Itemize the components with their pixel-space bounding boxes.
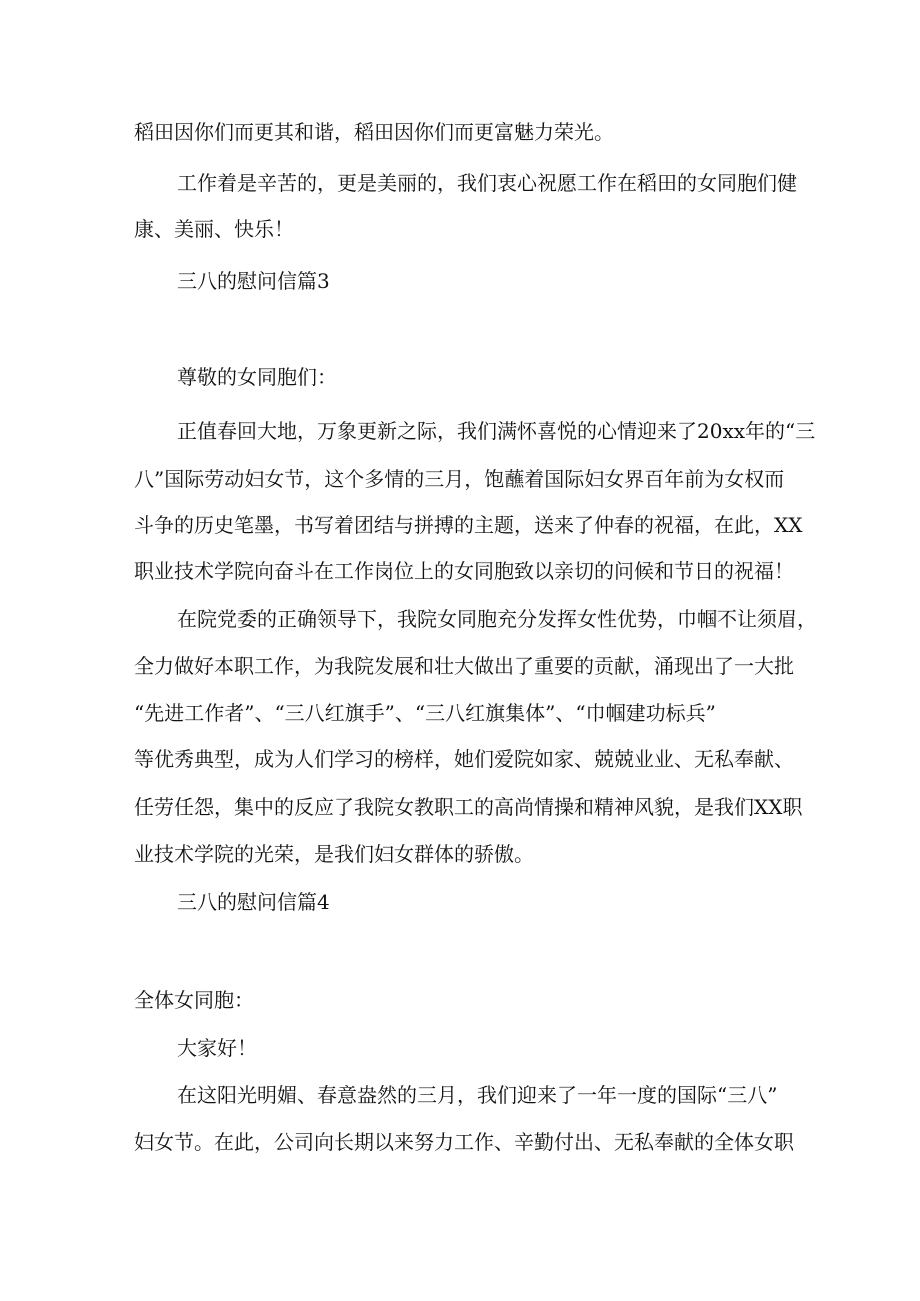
salutation: 全体女同胞： [134,988,254,1012]
body-text-line: “先进工作者”、“三八红旗手”、“三八红旗集体”、“巾帼建功标兵” [134,701,716,725]
body-text-line: 全力做好本职工作，为我院发展和壮大做出了重要的贡献，涌现出了一大批 [134,654,794,678]
body-text-line: 妇女节。在此，公司向长期以来努力工作、辛勤付出、无私奉献的全体女职 [134,1130,794,1154]
body-text-line: 正值春回大地，万象更新之际，我们满怀喜悦的心情迎来了20xx年的“三 [177,419,816,443]
body-text-line: 任劳任怨，集中的反应了我院女教职工的高尚情操和精神风貌，是我们XX职 [134,795,803,819]
body-text-line: 工作着是辛苦的，更是美丽的，我们衷心祝愿工作在稻田的女同胞们健 [177,171,797,195]
body-text-line: 职业技术学院向奋斗在工作岗位上的女同胞致以亲切的问候和节日的祝福！ [134,559,794,583]
body-text-line: 康、美丽、快乐！ [134,217,294,241]
body-text-line: 八”国际劳动妇女节，这个多情的三月，饱蘸着国际妇女界百年前为女权而 [134,467,785,491]
greeting: 大家好！ [177,1036,257,1060]
body-text-line: 稻田因你们而更其和谐，稻田因你们而更富魅力荣光。 [134,120,614,144]
section-heading-3: 三八的慰问信篇3 [177,269,330,293]
body-text-line: 在院党委的正确领导下，我院女同胞充分发挥女性优势，巾帼不让须眉， [177,607,817,631]
body-text-line: 等优秀典型，成为人们学习的榜样，她们爱院如家、兢兢业业、无私奉献、 [134,747,794,771]
body-text-line: 业技术学院的光荣，是我们妇女群体的骄傲。 [134,842,534,866]
salutation: 尊敬的女同胞们： [177,365,337,389]
body-text-line: 在这阳光明媚、春意盎然的三月，我们迎来了一年一度的国际“三八” [177,1083,778,1107]
section-heading-4: 三八的慰问信篇4 [177,890,330,914]
body-text-line: 斗争的历史笔墨，书写着团结与拼搏的主题，送来了仲春的祝福，在此，XX [134,513,803,537]
